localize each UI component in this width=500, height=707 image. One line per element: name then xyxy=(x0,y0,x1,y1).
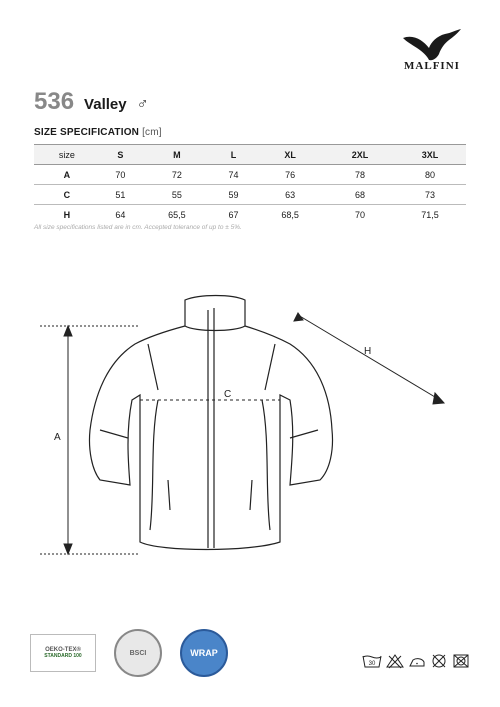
label-h: H xyxy=(364,346,372,357)
product-name: Valley xyxy=(84,96,127,113)
spec-unit: [cm] xyxy=(142,127,162,138)
label-c: C xyxy=(224,389,232,400)
measure-lines xyxy=(40,313,444,554)
bsci-label: BSCI xyxy=(129,649,147,657)
no-dry-clean-icon xyxy=(430,653,448,669)
measure-h-line xyxy=(298,315,440,400)
jacket-diagram xyxy=(0,280,500,580)
oeko-title: OEKO-TEX® xyxy=(45,647,81,653)
iron-icon xyxy=(408,653,426,669)
spec-title: SIZE SPECIFICATION xyxy=(34,127,140,138)
wash-temp: 30 xyxy=(368,661,376,667)
table-cell: 70 xyxy=(100,165,141,185)
header-cell: size xyxy=(34,145,100,165)
table-cell: 68 xyxy=(326,185,394,205)
wrap-label: WRAP xyxy=(190,648,218,658)
oeko-tex-badge xyxy=(30,634,96,672)
bsci-badge xyxy=(114,629,162,677)
table-cell: 72 xyxy=(141,165,213,185)
spec-heading xyxy=(34,127,162,138)
header-cell: 3XL xyxy=(394,145,466,165)
size-table xyxy=(34,144,466,224)
gender-symbol: ♂ xyxy=(136,96,149,113)
table-cell: 73 xyxy=(394,185,466,205)
tolerance-note: All size specifications listed are in cm. Accepted tolerance of up to ± 5%. xyxy=(34,224,242,231)
table-cell: 71,5 xyxy=(421,209,439,220)
table-cell: 80 xyxy=(394,165,466,185)
table-cell: 65,5 xyxy=(168,209,186,220)
row-label: C xyxy=(34,185,100,205)
header-cell: 2XL xyxy=(326,145,394,165)
table-row xyxy=(34,185,466,205)
brand-name: MALFINI xyxy=(404,60,460,72)
care-symbols xyxy=(362,653,470,669)
product-title xyxy=(34,88,149,116)
table-cell: 55 xyxy=(141,185,213,205)
certifications xyxy=(30,629,228,677)
table-row xyxy=(34,205,466,225)
no-bleach-icon xyxy=(386,653,404,669)
table-row xyxy=(34,165,466,185)
jacket-outline xyxy=(89,296,332,550)
table-cell: 64 xyxy=(115,209,126,220)
no-tumble-dry-icon xyxy=(452,653,470,669)
table-cell: 51 xyxy=(100,185,141,205)
oeko-standard: STANDARD 100 xyxy=(44,653,82,659)
header-cell: XL xyxy=(254,145,326,165)
table-cell: 78 xyxy=(326,165,394,185)
table-cell: 68,5 xyxy=(281,209,299,220)
table-cell: 76 xyxy=(254,165,326,185)
table-cell: 63 xyxy=(254,185,326,205)
table-cell: 59 xyxy=(213,185,254,205)
brand-logo xyxy=(392,28,472,72)
table-cell: 70 xyxy=(355,209,366,220)
bird-icon xyxy=(401,28,463,62)
label-a: A xyxy=(54,432,61,443)
header-cell: S xyxy=(100,145,141,165)
header-cell: M xyxy=(141,145,213,165)
table-cell: 67 xyxy=(228,209,239,220)
table-cell: 74 xyxy=(213,165,254,185)
row-label: H xyxy=(63,209,71,220)
row-label: A xyxy=(34,165,100,185)
header-cell: L xyxy=(213,145,254,165)
product-code: 536 xyxy=(34,88,75,115)
table-header-row xyxy=(34,145,466,165)
wrap-badge xyxy=(180,629,228,677)
wash-30-icon xyxy=(362,653,382,669)
